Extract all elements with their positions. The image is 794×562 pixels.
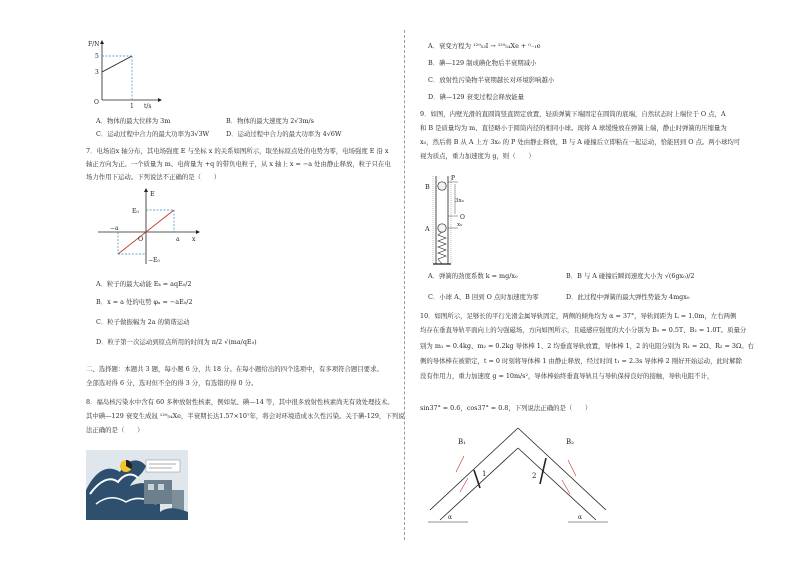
alpha-left-label: α: [448, 514, 453, 521]
q9-option-b: B．B 与 A 碰撞后瞬间速度大小为 √(6gx₀)/2: [566, 272, 695, 280]
b1-label: B₁: [458, 438, 466, 446]
section2-line1: 二、选择题：本题共 3 题，每小题 6 分，共 18 分。在每小题给出的四个选项中，有多项符合题目要求。: [86, 365, 383, 373]
q9-stem-line4: 视为质点，重力加速度为 g，则（ ）: [420, 152, 535, 160]
e0-label: E₀: [132, 208, 139, 215]
f-axis-label: F/N: [88, 41, 100, 48]
q8-stem-line2: 其中碘—129 衰变生成氙 ¹²⁹₅₄Xe，半衰期长达1.57×10⁷年，将会对环境造成永久性污染。关于碘-129，下列说: [86, 412, 405, 420]
q7-stem-line2: 轴正方向为正。一个质量为 m、电荷量为 +q 的带负电粒子，从 x 轴上 x = −a 处由静止释放，粒子只在电: [86, 160, 391, 168]
q9-option-a: A．弹簧的劲度系数 k = mg/x₀: [428, 272, 518, 280]
q8-option-c: C．放射性污染物半衰期越长对环境影响越小: [428, 76, 555, 84]
field-position-graph: [96, 186, 202, 268]
q9-stem-line1: 9．如图，内壁光滑的直圆筒竖直固定放置，轻质弹簧下端固定在圆筒的底端，自然状态时上端位于 O 点，A: [420, 110, 726, 118]
section2-line2: 全部选对得 6 分，选对但不全的得 3 分，有选错的得 0 分。: [86, 379, 258, 387]
q7-stem-line3: 场力作用下运动。下列说法不正确的是（ ）: [86, 173, 221, 181]
q6-option-a: A．物体的最大位移为 3m: [96, 117, 171, 125]
point-o-label: O: [460, 214, 465, 221]
q8-option-d: D．碘—129 衰变过程会释放能量: [428, 93, 525, 101]
distance-3x0-label: 3x₀: [455, 198, 464, 204]
b2-label: B₂: [566, 438, 574, 446]
q10-stem-line2: 均存在垂直导轨平面向上的匀强磁场，方向如图所示，且磁感应强度的大小分别为 B₁ = 0.5T、B₂ = 1.0T。质量分: [420, 326, 747, 334]
q10-stem-line6: sin37° = 0.6，cos37° = 0.8，下列说法正确的是（ ）: [420, 404, 592, 412]
q9-stem-line2: 和 B 是质量均为 m、直径略小于圆筒内径的相同小球。现将 A 球缓慢放在弹簧上端，静止时弹簧的压缩量为: [420, 124, 727, 132]
q8-option-b: B．碘—129 制成碘化物后半衰期减小: [428, 59, 537, 67]
point-p-label: P: [451, 175, 456, 182]
q6-option-c: C．运动过程中合力的最大功率为3√3W: [96, 130, 210, 138]
q8-stem-line3: 法正确的是（ ）: [86, 426, 144, 434]
origin-o-label: O: [138, 235, 144, 243]
q7-option-d: D．粒子第一次运动到原点所用的时间为 π/2 √(ma/qE₀): [96, 338, 257, 346]
q7-option-a: A．粒子的最大动能 Eₖ = aqE₀/2: [96, 280, 192, 288]
x-axis-label: x: [192, 236, 196, 243]
q8-option-a: A．衰变方程为 ¹²⁹₅₃I → ¹²⁹₅₄Xe + ⁰₋₁e: [428, 42, 541, 50]
q7-option-c: C．粒子做振幅为 2a 的简谐运动: [96, 318, 190, 326]
a-label: a: [176, 236, 180, 243]
ball-a-label: A: [425, 225, 430, 233]
column-divider: [404, 30, 405, 540]
q7-option-b: B．x = a 处的电势 φₐ = −aE₀/2: [96, 298, 193, 306]
q9-option-d: D．此过程中弹簧的最大弹性势能为 4mgx₀: [566, 293, 690, 301]
q10-stem-line3: 别为 m₁ = 0.4kg、m₂ = 0.2kg 导体棒 1、2 均垂直导轨放置，导体棒 1，2 的电阻分别为 R₁ = 2Ω、R₂ = 3Ω。右: [420, 342, 755, 350]
q9-option-c: C．小球 A、B 回到 O 点时加速度为零: [428, 293, 539, 301]
neg-a-label: −a: [110, 225, 119, 232]
t-axis-label: t/s: [144, 103, 152, 110]
q8-stem-line1: 8．福岛核污染水中含有 60 多种放射性核素，例如氚、碘—14 等，其中很多放射性核素尚无有效处理技术。: [86, 398, 394, 406]
ball-b-label: B: [425, 183, 430, 191]
neg-e0-label: −E₀: [148, 257, 160, 264]
x-tick-1: 1: [130, 103, 134, 110]
q6-option-b: B．物体的最大速度为 2√3m/s: [226, 117, 314, 125]
force-time-graph: [88, 38, 164, 110]
q10-stem-line4: 侧的导体棒在被锁定，t = 0 时刻将导体棒 1 由静止释放，经过时间 t₁ = 2.3s 导体棒 2 刚好开始运动，此时解除: [420, 357, 743, 365]
nuclear-wave-illustration: [86, 450, 188, 520]
q9-stem-line3: x₀，然后将 B 从 A 上方 3x₀ 的 P 处由静止释放，B 与 A 碰撞后立即粘在一起运动，恰能回到 O 点。两小球均可: [420, 138, 741, 146]
tick-5: 5: [95, 53, 99, 60]
wave-icon: [86, 450, 188, 520]
inclined-rails-figure: [428, 420, 608, 524]
q6-option-d: D．运动过程中合力的最大功率为 4√6W: [226, 130, 342, 138]
x0-label: x₀: [457, 222, 463, 228]
rod-2-label: 2: [532, 472, 537, 480]
origin-label: O: [94, 99, 99, 106]
q10-stem-line5: 没有作用力，重力加速度 g = 10m/s²，导体棒始终垂直导轨且与导轨保持良好的接触，导轨电阻不计，: [420, 372, 714, 380]
e-axis-label: E: [150, 190, 155, 198]
tick-3: 3: [95, 69, 99, 76]
rod-1-label: 1: [482, 470, 487, 478]
q10-stem-line1: 10．如图所示，足够长的平行光滑金属导轨固定，两侧的倾角均为 α = 37°，导轨间距为 L = 1.0m，左右两侧: [420, 312, 737, 320]
alpha-right-label: α: [578, 514, 583, 521]
q7-stem-line1: 7．电场沿x 轴分布，其电场强度 E 与坐标 x 的关系如图所示，取坐标原点处的电势为零，电场强度 E 沿 x: [86, 147, 389, 155]
cylinder-spring-figure: [424, 172, 474, 268]
